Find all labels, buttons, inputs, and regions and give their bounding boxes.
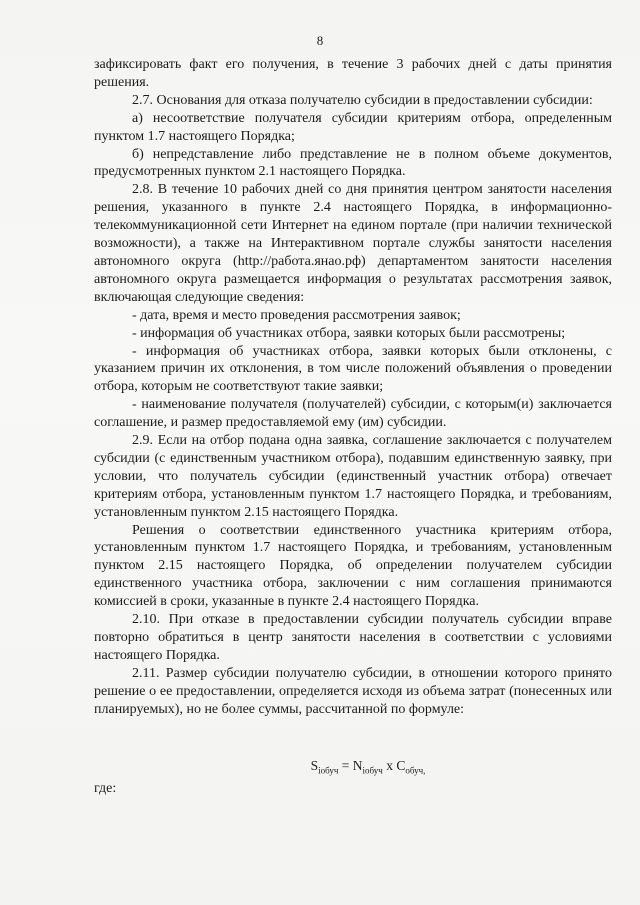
paragraph: 2.11. Размер субсидии получателю субсидии, в отношении которого принято решение о ее предоставлении, определяется исходя из объема затрат (понесенных или планируемых), но не более суммы, рассчитанной по формуле: (94, 665, 612, 717)
where-label: где: (94, 781, 117, 797)
paragraph: 2.9. Если на отбор подана одна заявка, соглашение заключается с получателем субсидии (с единственным участником отбора), подавшим единственную заявку, при условии, что получатель субсидии (единственный участник отбора) отвечает критериям отбора, установленным пунктом 1.7 настоящего Порядка, и требованиям, установленным пунктом 2.15 настоящего Порядка. (94, 433, 612, 520)
formula (94, 757, 612, 781)
paragraph-list (94, 56, 612, 719)
paragraph: 2.10. При отказе в предоставлении субсидии получатель субсидии вправе повторно обратиться в центр занятости населения в соответствии с условиями настоящего Порядка. (94, 612, 612, 663)
formula-lhs-subscript: iобуч (318, 765, 339, 776)
formula-n-subscript: iобуч (362, 765, 383, 776)
formula-c-subscript: обуч, (405, 765, 426, 776)
formula-n: N (352, 757, 363, 773)
formula-times: x (382, 757, 397, 773)
list-item: - наименование получателя (получателей) субсидии, с которым(и) заключается соглашение, и размер предоставляемой ему (им) субсидии. (94, 397, 612, 431)
paragraph: 2.8. В течение 10 рабочих дней со дня принятия центром занятости населения решения, указанного в пункте 2.4 настоящего Порядка, в информационно-телекоммуникационной сети Интернет на едином портале (при наличии технической возможности), а также на Интерактивном портале службы занятости населения автономного округа (http://работа.янао.рф) департаментом занятости населения автономного округа размещается информация о результатах рассмотрения заявок, включающая следующие сведения: (94, 182, 612, 305)
paragraph: б) непредставление либо представление не в полном объеме документов, предусмотренных пунктом 2.1 настоящего Порядка. (94, 146, 612, 180)
paragraph: Решения о соответствии единственного участника критериям отбора, установленным пунктом 1.7 настоящего Порядка, и требованиям, установленным пунктом 2.15 настоящего Порядка, об определении получателем субсидии единственного участника отбора, заключении с ним соглашения принимаются комиссией в сроки, указанные в пункте 2.4 настоящего Порядка. (94, 522, 612, 610)
list-item: - информация об участниках отбора, заявки которых были рассмотрены; (132, 325, 566, 341)
list-item: - дата, время и место проведения рассмотрения заявок; (132, 307, 461, 323)
formula-equals: = (338, 757, 353, 773)
paragraph: зафиксировать факт его получения, в течение 3 рабочих дней с даты принятия решения. (94, 57, 612, 90)
page-number: 8 (316, 33, 324, 48)
paragraph: а) несоответствие получателя субсидии критериям отбора, определенным пунктом 1.7 настоящего Порядка; (94, 110, 612, 144)
paragraph: 2.7. Основания для отказа получателю субсидии в предоставлении субсидии: (132, 92, 593, 108)
list-item: - информация об участниках отбора, заявки которых были отклонены, с указанием причин их отклонения, в том числе положений объявления о проведении отбора, которым не соответствуют такие заявки; (94, 343, 612, 395)
document-body (94, 56, 612, 798)
formula-c: C (396, 757, 406, 773)
formula-lhs: S (310, 757, 319, 773)
